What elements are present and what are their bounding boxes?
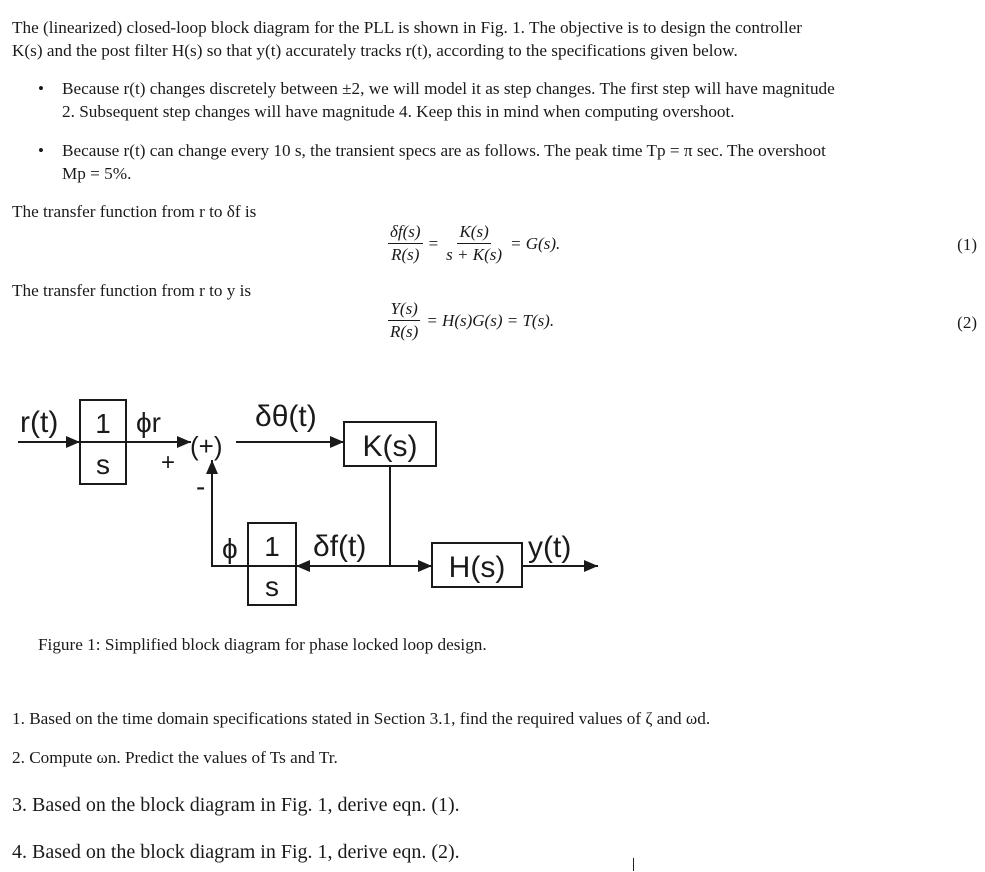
eq1-rhs-denominator: s + K(s) [446,245,503,264]
sum-minus-sign: - [196,471,206,502]
phi-r-label: ϕr [136,407,162,438]
question-2: 2. Compute ωn. Predict the values of Ts and Tr. [12,748,338,767]
equation-2 [386,299,554,342]
bullet-line-1: Because r(t) changes discretely between ±2, we will model it as step changes. The first step will have magnitude [62,79,835,98]
input-label: r(t) [20,406,59,439]
controller-label: K(s) [362,430,418,463]
feedback-numerator: 1 [264,531,280,562]
tf1-label: The transfer function from r to δf is [12,202,257,221]
integrator-numerator: 1 [95,408,111,439]
text-cursor [633,858,634,871]
bullet-line-2: Mp = 5%. [62,164,132,183]
output-label: y(t) [528,531,572,564]
bullet-line-1: Because r(t) can change every 10 s, the transient specs are as follows. The peak time Tp = π sec. The overshoot [62,141,826,160]
intro-paragraph [12,16,980,62]
intro-line-2: K(s) and the post filter H(s) so that y(t) accurately tracks r(t), according to the specifications given below. [12,41,738,60]
question-1: 1. Based on the time domain specifications stated in Section 3.1, find the required values of ζ and ωd. [12,709,711,728]
equation-2-number: (2) [957,313,977,332]
figure-caption: Figure 1: Simplified block diagram for phase locked loop design. [38,635,487,654]
tf2-label: The transfer function from r to y is [12,281,252,300]
eq2-tail: = H(s)G(s) = T(s). [426,310,555,330]
eq2-lhs-numerator: Y(s) [388,299,419,321]
feedback-denominator: s [265,571,279,602]
equation-1: $\frac{\delta f(s)}{R(s)}$ = $\frac{K(s)}{s + K(s)}$ = G(s). [390,222,561,264]
summing-junction: (+) [190,431,223,461]
post-filter-label: H(s) [448,551,506,584]
eq1-lhs-numerator: δf(s) [388,222,423,244]
bullet-item [40,139,980,185]
bullet-icon: • [38,79,44,98]
bullet-line-2: 2. Subsequent step changes will have magnitude 4. Keep this in mind when computing overshoot. [62,102,735,121]
question-4: 4. Based on the block diagram in Fig. 1, derive eqn. (2). [12,841,460,863]
eq1-lhs-denominator: R(s) [391,245,420,264]
frequency-label: δf(t) [313,530,367,563]
equation-1-number: (1) [957,235,977,254]
error-label: δθ(t) [255,400,317,433]
bullet-item [40,77,980,123]
sum-plus-sign: + [161,449,176,476]
phi-label: ϕ [222,533,238,564]
eq1-tail: = G(s). [510,233,561,253]
bullet-icon: • [38,141,44,160]
eq1-rhs-numerator: K(s) [457,222,490,244]
eq2-lhs-denominator: R(s) [390,322,419,341]
pll-block-diagram [0,380,640,620]
question-3: 3. Based on the block diagram in Fig. 1, derive eqn. (1). [12,794,460,816]
intro-line-1: The (linearized) closed-loop block diagram for the PLL is shown in Fig. 1. The objective is to design the controller [12,18,802,37]
integrator-denominator: s [96,449,110,480]
